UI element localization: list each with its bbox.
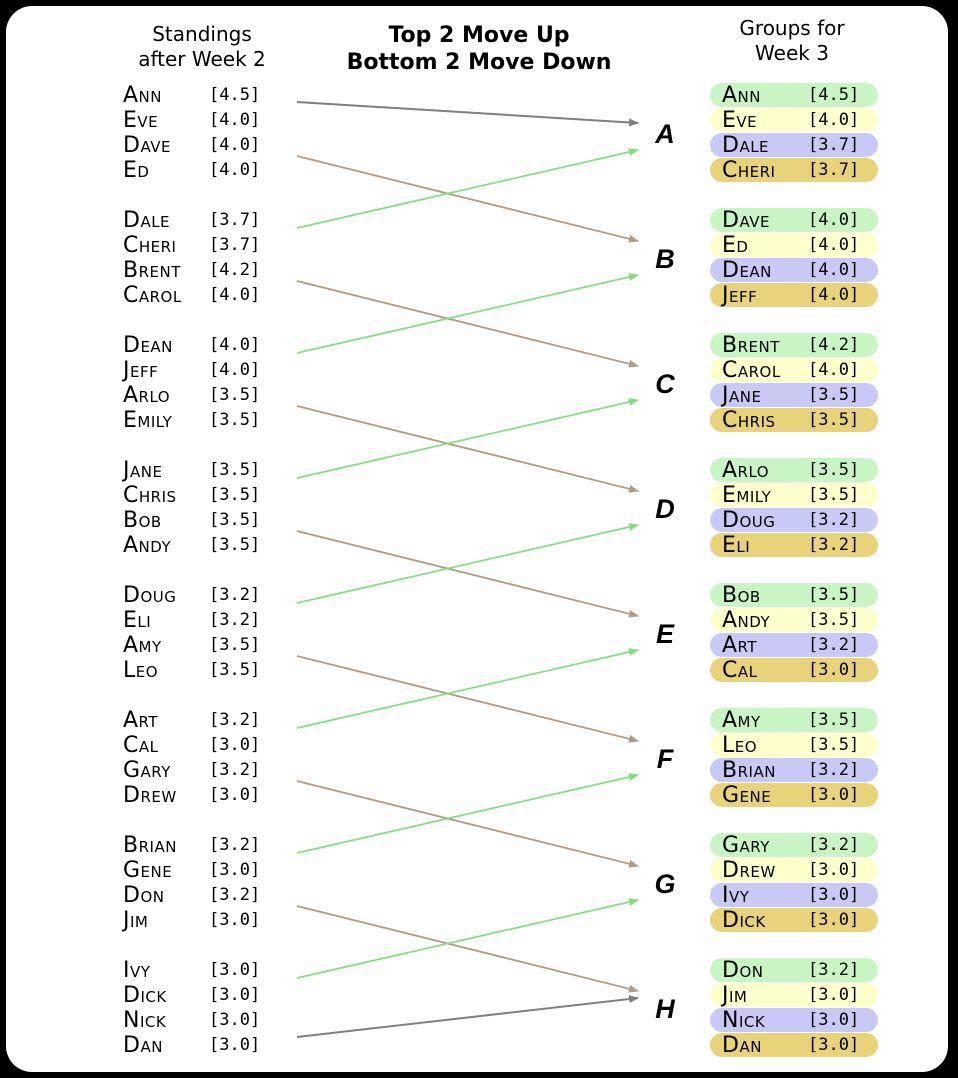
move-up-arrow (297, 275, 638, 353)
group-member-name: Arlo (722, 458, 770, 483)
group-member-score: [4.0] (808, 235, 860, 255)
group-member-name: Eli (722, 533, 751, 558)
group-member-name: Gene (722, 783, 772, 808)
move-down-arrow (297, 906, 638, 991)
standing-name: Leo (123, 658, 159, 683)
standing-score: [3.2] (209, 835, 261, 855)
group-member-score: [4.0] (808, 260, 860, 280)
group-label-f: F (656, 744, 674, 774)
standing-name: Jim (123, 908, 149, 933)
group-member-pill (710, 958, 878, 982)
group-member-name: Art (722, 633, 758, 658)
group-member-name: Andy (722, 608, 771, 633)
standing-name: Ivy (123, 958, 151, 983)
group-member-pill (710, 658, 878, 682)
standing-name: Dean (123, 333, 173, 358)
group-member-pill (710, 83, 878, 107)
move-up-arrow (297, 150, 638, 228)
move-down-arrow (297, 781, 638, 866)
group-member-pill (710, 883, 878, 907)
group-member-name: Drew (722, 858, 776, 883)
standing-name: Ed (123, 158, 150, 183)
group-member-name: Chris (722, 408, 776, 433)
group-member-pill (710, 258, 878, 282)
standing-score: [3.5] (209, 485, 261, 505)
group-member-score: [3.2] (808, 510, 860, 530)
standing-name: Carol (123, 283, 182, 308)
standing-name: Eve (123, 108, 159, 133)
group-member-name: Ann (722, 83, 761, 108)
group-member-score: [4.5] (808, 85, 860, 105)
group-member-name: Emily (722, 483, 772, 508)
standing-name: Chris (123, 483, 177, 508)
standing-score: [3.2] (209, 610, 261, 630)
standing-name: Nick (123, 1008, 167, 1033)
group-member-score: [3.5] (808, 735, 860, 755)
group-member-score: [3.5] (808, 710, 860, 730)
standing-score: [3.2] (209, 885, 261, 905)
standing-score: [4.0] (209, 335, 261, 355)
group-member-score: [3.2] (808, 835, 860, 855)
group-member-pill (710, 458, 878, 482)
group-member-score: [3.0] (808, 885, 860, 905)
group-member-pill (710, 333, 878, 357)
group-member-name: Ed (722, 233, 749, 258)
standing-name: Amy (123, 633, 162, 658)
standings-header-line-1: Standings (152, 22, 252, 46)
group-member-score: [3.5] (808, 460, 860, 480)
group-member-pill (710, 708, 878, 732)
groups-header-line-1: Groups for (739, 16, 845, 40)
standing-name: Cal (123, 733, 159, 758)
standing-name: Doug (123, 583, 177, 608)
group-member-name: Eve (722, 108, 758, 133)
group-member-pill (710, 408, 878, 432)
group-member-name: Ivy (722, 883, 750, 908)
standing-score: [3.5] (209, 510, 261, 530)
standing-score: [3.0] (209, 985, 261, 1005)
group-member-name: Bob (722, 583, 761, 608)
standing-score: [3.5] (209, 660, 261, 680)
group-member-name: Amy (722, 708, 761, 733)
group-member-name: Jane (722, 383, 762, 408)
group-member-pill (710, 983, 878, 1007)
standing-name: Arlo (123, 383, 171, 408)
group-label-b: B (655, 244, 675, 274)
group-member-name: Brent (722, 333, 780, 358)
group-member-pill (710, 283, 878, 307)
group-member-score: [3.2] (808, 760, 860, 780)
group-label-h: H (655, 994, 675, 1024)
standing-score: [3.0] (209, 910, 261, 930)
group-member-score: [3.5] (808, 585, 860, 605)
standing-score: [3.2] (209, 710, 261, 730)
group-member-score: [4.0] (808, 210, 860, 230)
group-member-pill (710, 783, 878, 807)
group-member-score: [3.2] (808, 635, 860, 655)
group-member-score: [3.0] (808, 1035, 860, 1055)
group-member-pill (710, 533, 878, 557)
group-member-pill (710, 508, 878, 532)
group-member-name: Gary (722, 833, 770, 858)
group-member-name: Carol (722, 358, 781, 383)
group-member-pill (710, 833, 878, 857)
group-member-name: Jim (722, 983, 748, 1008)
group-member-score: [3.0] (808, 985, 860, 1005)
group-member-name: Cal (722, 658, 758, 683)
standing-score: [3.0] (209, 785, 261, 805)
diagram-frame (6, 6, 948, 1072)
group-member-pill (710, 583, 878, 607)
standing-name: Dick (123, 983, 167, 1008)
standing-score: [3.2] (209, 760, 261, 780)
standing-score: [3.0] (209, 860, 261, 880)
group-member-name: Doug (722, 508, 776, 533)
group-member-score: [4.0] (808, 360, 860, 380)
group-member-pill (710, 1008, 878, 1032)
standing-name: Dave (123, 133, 171, 158)
move-down-arrow (297, 281, 638, 366)
move-down-arrow (297, 406, 638, 491)
group-member-score: [3.7] (808, 135, 860, 155)
group-member-pill (710, 733, 878, 757)
move-up-arrow (297, 900, 638, 978)
group-member-name: Brian (722, 758, 776, 783)
bottom-stay-arrow (297, 998, 638, 1037)
rule-header-line-2: Bottom 2 Move Down (346, 50, 612, 75)
move-up-arrow (297, 775, 638, 853)
move-up-arrow (297, 400, 638, 478)
standing-name: Drew (123, 783, 177, 808)
standing-score: [4.0] (209, 135, 261, 155)
standing-score: [3.7] (209, 210, 261, 230)
group-member-pill (710, 633, 878, 657)
standing-score: [3.0] (209, 960, 261, 980)
standing-name: Gene (123, 858, 173, 883)
standing-score: [3.5] (209, 535, 261, 555)
group-member-score: [3.0] (808, 1010, 860, 1030)
group-member-name: Nick (722, 1008, 766, 1033)
standing-name: Gary (123, 758, 171, 783)
standing-name: Don (123, 883, 165, 908)
standing-score: [3.5] (209, 410, 261, 430)
standing-name: Jeff (123, 358, 159, 383)
standing-name: Cheri (123, 233, 177, 258)
standing-score: [4.0] (209, 360, 261, 380)
standing-name: Ann (123, 83, 162, 108)
standing-name: Art (123, 708, 159, 733)
group-member-score: [4.0] (808, 285, 860, 305)
group-member-pill (710, 858, 878, 882)
group-member-pill (710, 608, 878, 632)
group-member-name: Dave (722, 208, 770, 233)
group-member-name: Cheri (722, 158, 776, 183)
move-down-arrow (297, 656, 638, 741)
group-label-a: A (655, 119, 675, 149)
group-member-score: [3.2] (808, 960, 860, 980)
group-member-pill (710, 908, 878, 932)
group-member-score: [3.2] (808, 535, 860, 555)
rule-header-line-1: Top 2 Move Up (388, 23, 570, 48)
group-member-name: Jeff (722, 283, 758, 308)
standing-score: [3.5] (209, 385, 261, 405)
standing-name: Bob (123, 508, 162, 533)
standing-score: [3.0] (209, 735, 261, 755)
group-member-score: [3.0] (808, 785, 860, 805)
group-member-score: [4.2] (808, 335, 860, 355)
standing-score: [3.0] (209, 1010, 261, 1030)
move-up-arrow (297, 650, 638, 728)
standing-name: Brian (123, 833, 177, 858)
standing-name: Andy (123, 533, 172, 558)
group-member-pill (710, 358, 878, 382)
move-down-arrow (297, 531, 638, 616)
group-member-score: [3.0] (808, 860, 860, 880)
standing-score: [4.0] (209, 160, 261, 180)
standing-score: [3.7] (209, 235, 261, 255)
group-label-g: G (654, 869, 676, 899)
group-member-pill (710, 108, 878, 132)
standing-name: Jane (123, 458, 163, 483)
standing-name: Brent (123, 258, 181, 283)
group-member-score: [3.0] (808, 660, 860, 680)
group-member-name: Dale (722, 133, 770, 158)
group-member-pill (710, 208, 878, 232)
move-up-arrow (297, 525, 638, 603)
standing-score: [4.5] (209, 85, 261, 105)
group-label-e: E (655, 619, 674, 649)
standing-name: Dale (123, 208, 171, 233)
group-label-c: C (655, 369, 675, 399)
group-member-name: Dean (722, 258, 772, 283)
standing-score: [4.0] (209, 110, 261, 130)
group-label-d: D (655, 494, 675, 524)
group-member-pill (710, 233, 878, 257)
group-member-score: [3.5] (808, 385, 860, 405)
group-member-pill (710, 1033, 878, 1057)
group-member-name: Leo (722, 733, 758, 758)
group-member-pill (710, 133, 878, 157)
group-member-score: [3.5] (808, 410, 860, 430)
group-member-score: [4.0] (808, 110, 860, 130)
standing-score: [3.5] (209, 460, 261, 480)
standing-name: Emily (123, 408, 173, 433)
group-member-name: Don (722, 958, 764, 983)
group-member-pill (710, 758, 878, 782)
group-member-score: [3.5] (808, 485, 860, 505)
standing-name: Eli (123, 608, 152, 633)
group-member-name: Dick (722, 908, 766, 933)
group-member-pill (710, 158, 878, 182)
standings-header-line-2: after Week 2 (138, 47, 266, 71)
move-down-arrow (297, 156, 638, 241)
standing-score: [4.2] (209, 260, 261, 280)
standing-score: [4.0] (209, 285, 261, 305)
standing-score: [3.2] (209, 585, 261, 605)
top-stay-arrow (297, 102, 638, 123)
group-member-name: Dan (722, 1033, 762, 1058)
standing-score: [3.0] (209, 1035, 261, 1055)
groups-header-line-2: Week 3 (755, 41, 829, 65)
standing-name: Dan (123, 1033, 163, 1058)
group-member-score: [3.5] (808, 610, 860, 630)
standing-score: [3.5] (209, 635, 261, 655)
group-member-score: [3.0] (808, 910, 860, 930)
group-member-pill (710, 383, 878, 407)
group-member-pill (710, 483, 878, 507)
group-member-score: [3.7] (808, 160, 860, 180)
